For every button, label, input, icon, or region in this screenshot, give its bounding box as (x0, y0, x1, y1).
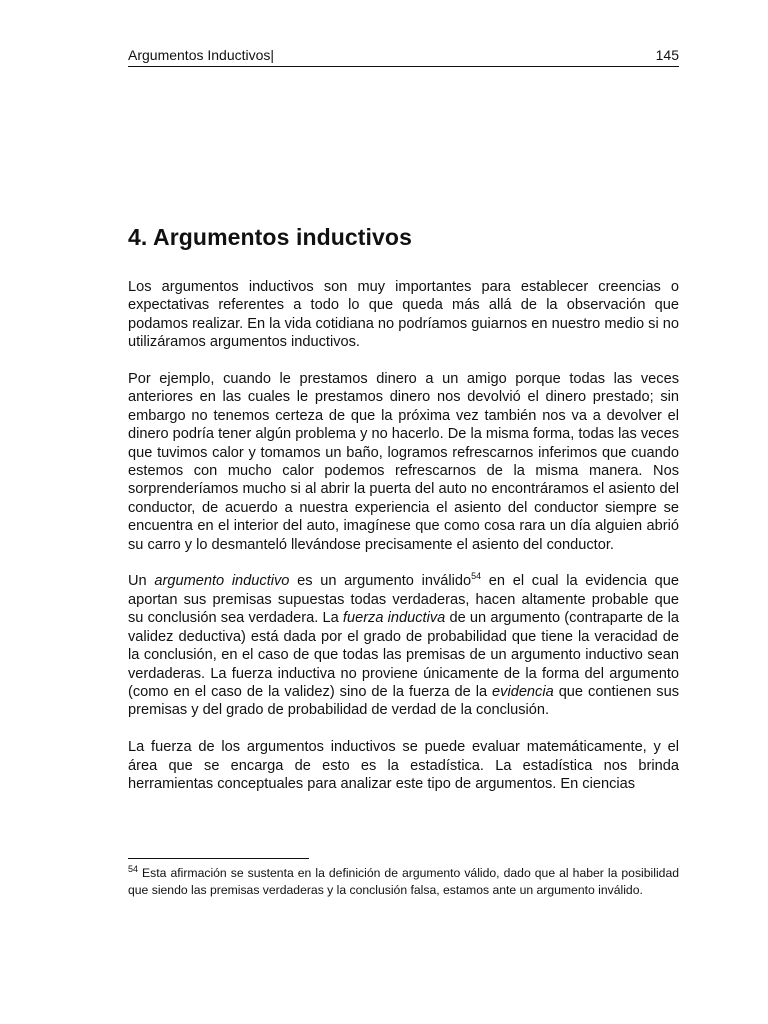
footnote-number: 54 (128, 863, 139, 874)
running-header (128, 46, 679, 64)
paragraph-1: Los argumentos inductivos son muy importantes para establecer creencias o expectativas referentes a todo lo que queda más allá de la observación que podamos realizar. En la vida cotidiana no podríamos guiarnos en nuestro medio si no utilizáramos argumentos inductivos. (128, 279, 679, 351)
footnote (128, 865, 679, 899)
paragraph-3-text: de un argumento (contraparte de la validez deductiva) está dada por el grado de probabilidad que tiene la veracidad de la conclusión, en el caso de que todas las premisas de un argumento inductivo sean verdaderas. La fuerza inductiva no proviene únicamente de la forma del argumento (como en el caso de la validez) sino de la fuerza de la (128, 610, 679, 700)
paragraph-3-text: en el cual la evidencia que aportan sus premisas supuestas todas verdaderas, hacen altamente probable que su conclusión sea verdadera. La (128, 573, 679, 627)
paragraph-3-text: Un (128, 573, 155, 590)
body-text (128, 278, 679, 812)
paragraph-3 (128, 572, 679, 719)
chapter-title: 4. Argumentos inductivos (128, 224, 412, 250)
footnote-text: Esta afirmación se sustenta en la definición de argumento válido, dado que al haber la posibilidad que siendo las premisas verdaderas y la conclusión falsa, estamos ante un argumento inválido. (128, 866, 679, 897)
page-number: 145 (655, 47, 679, 63)
term-evidencia: evidencia (492, 683, 554, 700)
paragraph-3-text: es un argumento inválido (289, 573, 472, 590)
term-argumento-inductivo: argumento inductivo (154, 573, 290, 590)
document-page (128, 0, 679, 1024)
paragraph-4: La fuerza de los argumentos inductivos se puede evaluar matemáticamente, y el área que se encarga de esto es la estadística. La estadística nos brinda herramientas conceptuales para analizar este tipo de argumentos. En ciencias (128, 739, 679, 792)
paragraph-2: Por ejemplo, cuando le prestamos dinero a un amigo porque todas las veces anteriores en las cuales le prestamos dinero nos devolvió el dinero prestado; sin embargo no tenemos certeza de que la próxima vez también nos va a devolver el dinero podría tener algún problema y no hacerlo. De la misma forma, todas las veces que tuvimos calor y tomamos un baño, logramos refrescarnos inferimos que cuando estemos con mucho calor podemos refrescarnos de la misma manera. Nos sorprenderíamos mucho si al abrir la puerta del auto no encontráramos el asiento del conductor, de acuerdo a nuestra experiencia el asiento del conductor siempre se encuentra en el interior del auto, imagínese que como cosa rara un día alguien abrió su carro y lo desmanteló llevándose precisamente el asiento del conductor. (128, 371, 679, 553)
footnote-reference: 54 (471, 571, 482, 582)
footnote-rule (128, 858, 309, 859)
header-rule (128, 66, 679, 67)
running-header-title: Argumentos Inductivos| (128, 47, 275, 63)
paragraph-3-text: que contienen sus premisas y del grado de probabilidad de verdad de la conclusión. (128, 683, 679, 719)
term-fuerza-inductiva: fuerza inductiva (342, 610, 446, 627)
